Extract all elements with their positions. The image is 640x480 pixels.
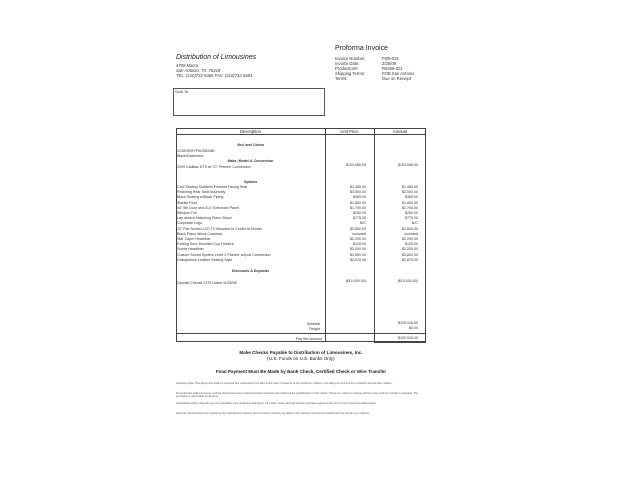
fine-print-1: Operating Note: This agreement shall be governed and construed by the laws of the state of Texas as to the production, delivery and taking into account the production and all other matters. — [176, 382, 393, 385]
option-amount: $3,500.00 — [402, 190, 418, 195]
deposit-description: Deposit Check# 1375 Dated 11/25/08 — [177, 281, 237, 285]
option-unit-price: Included — [352, 231, 366, 236]
option-description: 54" 5th Door and XLE Extension Panel — [177, 205, 239, 210]
invoice-field-label: Terms: — [335, 76, 348, 81]
make-amount: $103,066.00 — [398, 163, 418, 167]
vin-value: 1GDEK90YP9U550080 — [177, 149, 215, 153]
invoice-field-label: Invoice Date: — [335, 61, 360, 66]
sold-to-box — [173, 88, 325, 116]
option-amount: $250.00 — [405, 211, 418, 215]
deposit-unit-price: ($10,000.00) — [345, 279, 366, 283]
invoice-field-label: Invoice Number: — [335, 56, 366, 61]
option-unit-price: N/C — [359, 221, 366, 226]
total-underline — [374, 342, 426, 343]
option-description: 20" Flat Screen LCD TV Mounted in Center of Divider — [177, 226, 263, 231]
final-payment-notice: Final Payment Must Be Made by Bank Check, Certified Check or Wire Transfer — [215, 369, 387, 374]
option-amount: $775.00 — [405, 216, 418, 221]
company-name: Distribution of Limousines — [176, 54, 257, 61]
vin-section-title: Vin# and Colors — [236, 143, 265, 147]
payable-line-1: Make Checks Payable to Distribution of Limousines, Inc. — [239, 350, 363, 355]
invoice-field-label: Shipping Terms: — [335, 71, 365, 76]
option-unit-price: $369.00 — [353, 195, 366, 200]
company-phone: TEL: (210)732-5466 FAX: (210)732-5484 — [176, 73, 253, 78]
discount-section-title: Discounts & Deposits — [231, 269, 270, 273]
option-unit-price: $2,200.00 — [350, 247, 366, 252]
totals-divider — [176, 333, 426, 334]
option-unit-price: $3,500.00 — [350, 190, 366, 195]
option-description: Delinquence Leather Seating Style — [177, 257, 233, 262]
deposit-amount: ($10,000.00) — [397, 279, 418, 283]
total-label: Pay this Amount — [296, 337, 322, 341]
option-amount: $2,800.00 — [402, 226, 418, 231]
fine-print-2: No production shall commence until the deposit has been received and the purchaser has confirmed the specifications of the vehicle. Prices are subject to change without notice until the contract is accepted. The purchaser is responsible for all taxes. — [176, 392, 418, 399]
options-section-title: Options — [243, 180, 258, 184]
option-unit-price: $1,800.00 — [350, 200, 366, 205]
option-description: Black Seating w/Black Piping — [177, 195, 224, 200]
header-description: Description — [240, 129, 261, 134]
option-description: Custom Sound System Level 2 Pioneer w/Ipod Connection — [177, 252, 271, 257]
option-unit-price: $3,800.00 — [350, 252, 366, 257]
make-value: 2009 Cadillac DTS w/ 70" Premier Conversion — [177, 165, 251, 169]
option-description: Star Caper Headliner — [177, 237, 211, 241]
option-description: Folding Door Mounted Cup Holders — [177, 242, 234, 247]
option-amount: Included — [404, 231, 418, 236]
option-description: Lap desk in Matching Piano Wood — [177, 216, 232, 221]
option-amount: $125.00 — [405, 242, 418, 247]
option-unit-price: $2,800.00 — [350, 226, 366, 231]
option-amount: $2,200.00 — [402, 247, 418, 252]
sold-to-label: Sold To: — [175, 89, 190, 94]
fine-print-3: Cancellation Policy: Deposits are non refundable once production has begun. All custom orders are final and the purchaser agrees to the terms of this invoice as stated herein. — [176, 402, 377, 405]
invoice-field-label: Production#: — [335, 66, 359, 71]
option-unit-price: $125.00 — [353, 242, 366, 247]
header-amount: Amount — [392, 129, 408, 134]
invoice-field-value: PI09-021 — [382, 56, 399, 61]
option-description: Black Piano Wood Consoles — [177, 231, 223, 236]
option-unit-price: $2,200.00 — [350, 237, 366, 241]
invoice-title: Proforma Invoice — [335, 45, 388, 52]
subtotal-label: Subtotal — [306, 322, 320, 326]
make-unit-price: $103,066.00 — [346, 163, 366, 167]
option-description: Window Tint — [177, 211, 197, 215]
option-amount: N/C — [411, 221, 418, 226]
option-description: Reclining Rear Seat Assembly — [177, 190, 226, 195]
option-unit-price: $2,875.00 — [350, 257, 366, 262]
option-description: Cool Seating Surfaces Forward Facing Seat — [177, 185, 248, 189]
make-section-title: Make, Model & Conversion — [227, 159, 274, 163]
option-amount: $1,465.00 — [402, 185, 418, 189]
invoice-field-value: Due on Receipt — [382, 76, 411, 81]
freight-value: $0.00 — [409, 326, 418, 330]
header-unit-price: Unit Price — [340, 129, 359, 134]
option-unit-price: $775.00 — [353, 216, 366, 221]
invoice-field-value: R6409-021 — [382, 66, 403, 71]
option-description: Starlite Roof — [177, 200, 197, 205]
fine-print-4: Warranty: All limousines are covered by the manufacturer warranty and conversion warranty as stated in the warranty documents provided with the vehicle upon delivery. — [176, 412, 370, 415]
option-unit-price: $1,700.00 — [350, 205, 366, 210]
option-amount: $1,700.00 — [402, 205, 418, 210]
invoice-field-value: 2/25/09 — [382, 61, 396, 66]
option-amount: $1,800.00 — [402, 200, 418, 205]
option-unit-price: $250.00 — [353, 211, 366, 215]
company-address-line1: 4709 Macro — [176, 63, 199, 68]
subtotal-value: $100,916.00 — [398, 321, 418, 325]
option-amount: $2,200.00 — [402, 237, 418, 241]
freight-label: Freight — [308, 327, 320, 331]
color-value: Black/Cashmere — [177, 154, 204, 158]
company-address-line2: San Antonio, TX. 78218 — [176, 68, 221, 73]
invoice-field-value: FOB San Antonio — [382, 71, 415, 76]
total-value: $100,916.00 — [398, 336, 418, 340]
option-description: Corporate Logo — [177, 221, 202, 226]
option-description: Suede Headliner — [177, 247, 204, 252]
option-amount: $3,800.00 — [402, 252, 418, 257]
payable-line-2: (U.S. Funds on U.S. Banks Only) — [267, 356, 335, 361]
option-amount: $2,875.00 — [402, 257, 418, 262]
option-amount: $369.00 — [405, 195, 418, 200]
option-unit-price: $1,465.00 — [350, 185, 366, 189]
